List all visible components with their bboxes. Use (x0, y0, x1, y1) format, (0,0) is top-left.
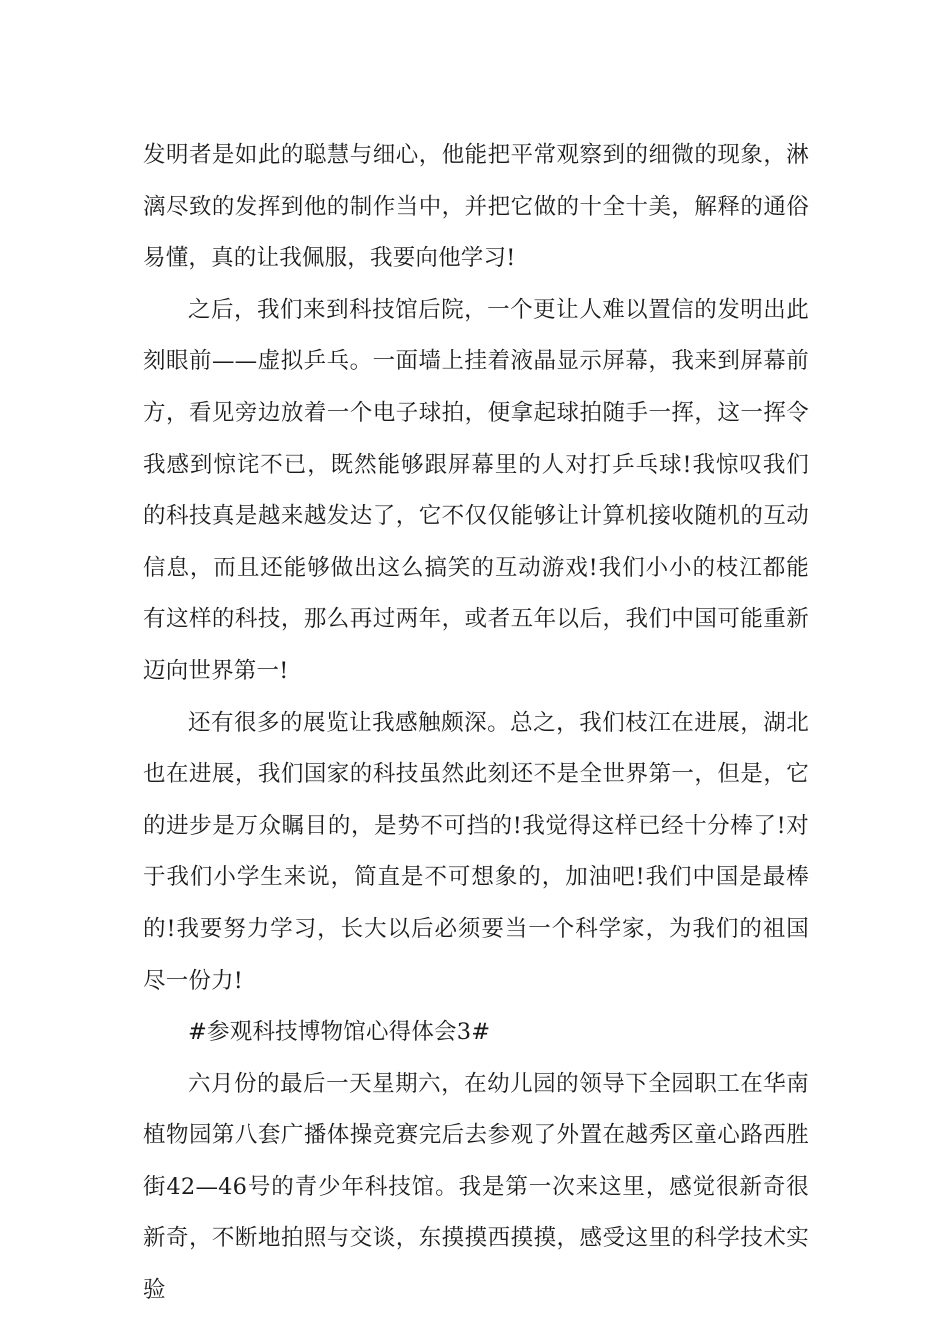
paragraph-3: 还有很多的展览让我感触颇深。总之，我们枝江在进展，湖北也在进展，我们国家的科技虽然此刻还不是全世界第一，但是，它的进步是万众瞩目的，是势不可挡的!我觉得这样已经十分棒了!对于我们小学生来说，简直是不可想象的，加油吧!我们中国是最棒的!我要努力学习，长大以后必须要当一个科学家，为我们的祖国尽一份力! (143, 709, 809, 994)
paragraph-4: 六月份的最后一天星期六，在幼儿园的领导下全园职工在华南植物园第八套广播体操竞赛完后去参观了外置在越秀区童心路西胜街42—46号的青少年科技馆。我是第一次来这里，感觉很新奇很新奇，不断地拍照与交谈，东摸摸西摸摸，感受这里的科学技术实验 (143, 1070, 809, 1304)
document-body (143, 130, 809, 1317)
section-heading: #参观科技博物馆心得体会3# (188, 1019, 491, 1046)
paragraph-1: 发明者是如此的聪慧与细心，他能把平常观察到的细微的现象，淋漓尽致的发挥到他的制作当中，并把它做的十全十美，解释的通俗易懂，真的让我佩服，我要向他学习! (143, 142, 809, 272)
paragraph-2: 之后，我们来到科技馆后院，一个更让人难以置信的发明出此刻眼前——虚拟乒乓。一面墙上挂着液晶显示屏幕，我来到屏幕前方，看见旁边放着一个电子球拍，便拿起球拍随手一挥，这一挥令我感到惊诧不已，既然能够跟屏幕里的人对打乒乓球!我惊叹我们的科技真是越来越发达了，它不仅仅能够让计算机接收随机的互动信息，而且还能够做出这么搞笑的互动游戏!我们小小的枝江都能有这样的科技，那么再过两年，或者五年以后，我们中国可能重新迈向世界第一! (143, 296, 809, 684)
